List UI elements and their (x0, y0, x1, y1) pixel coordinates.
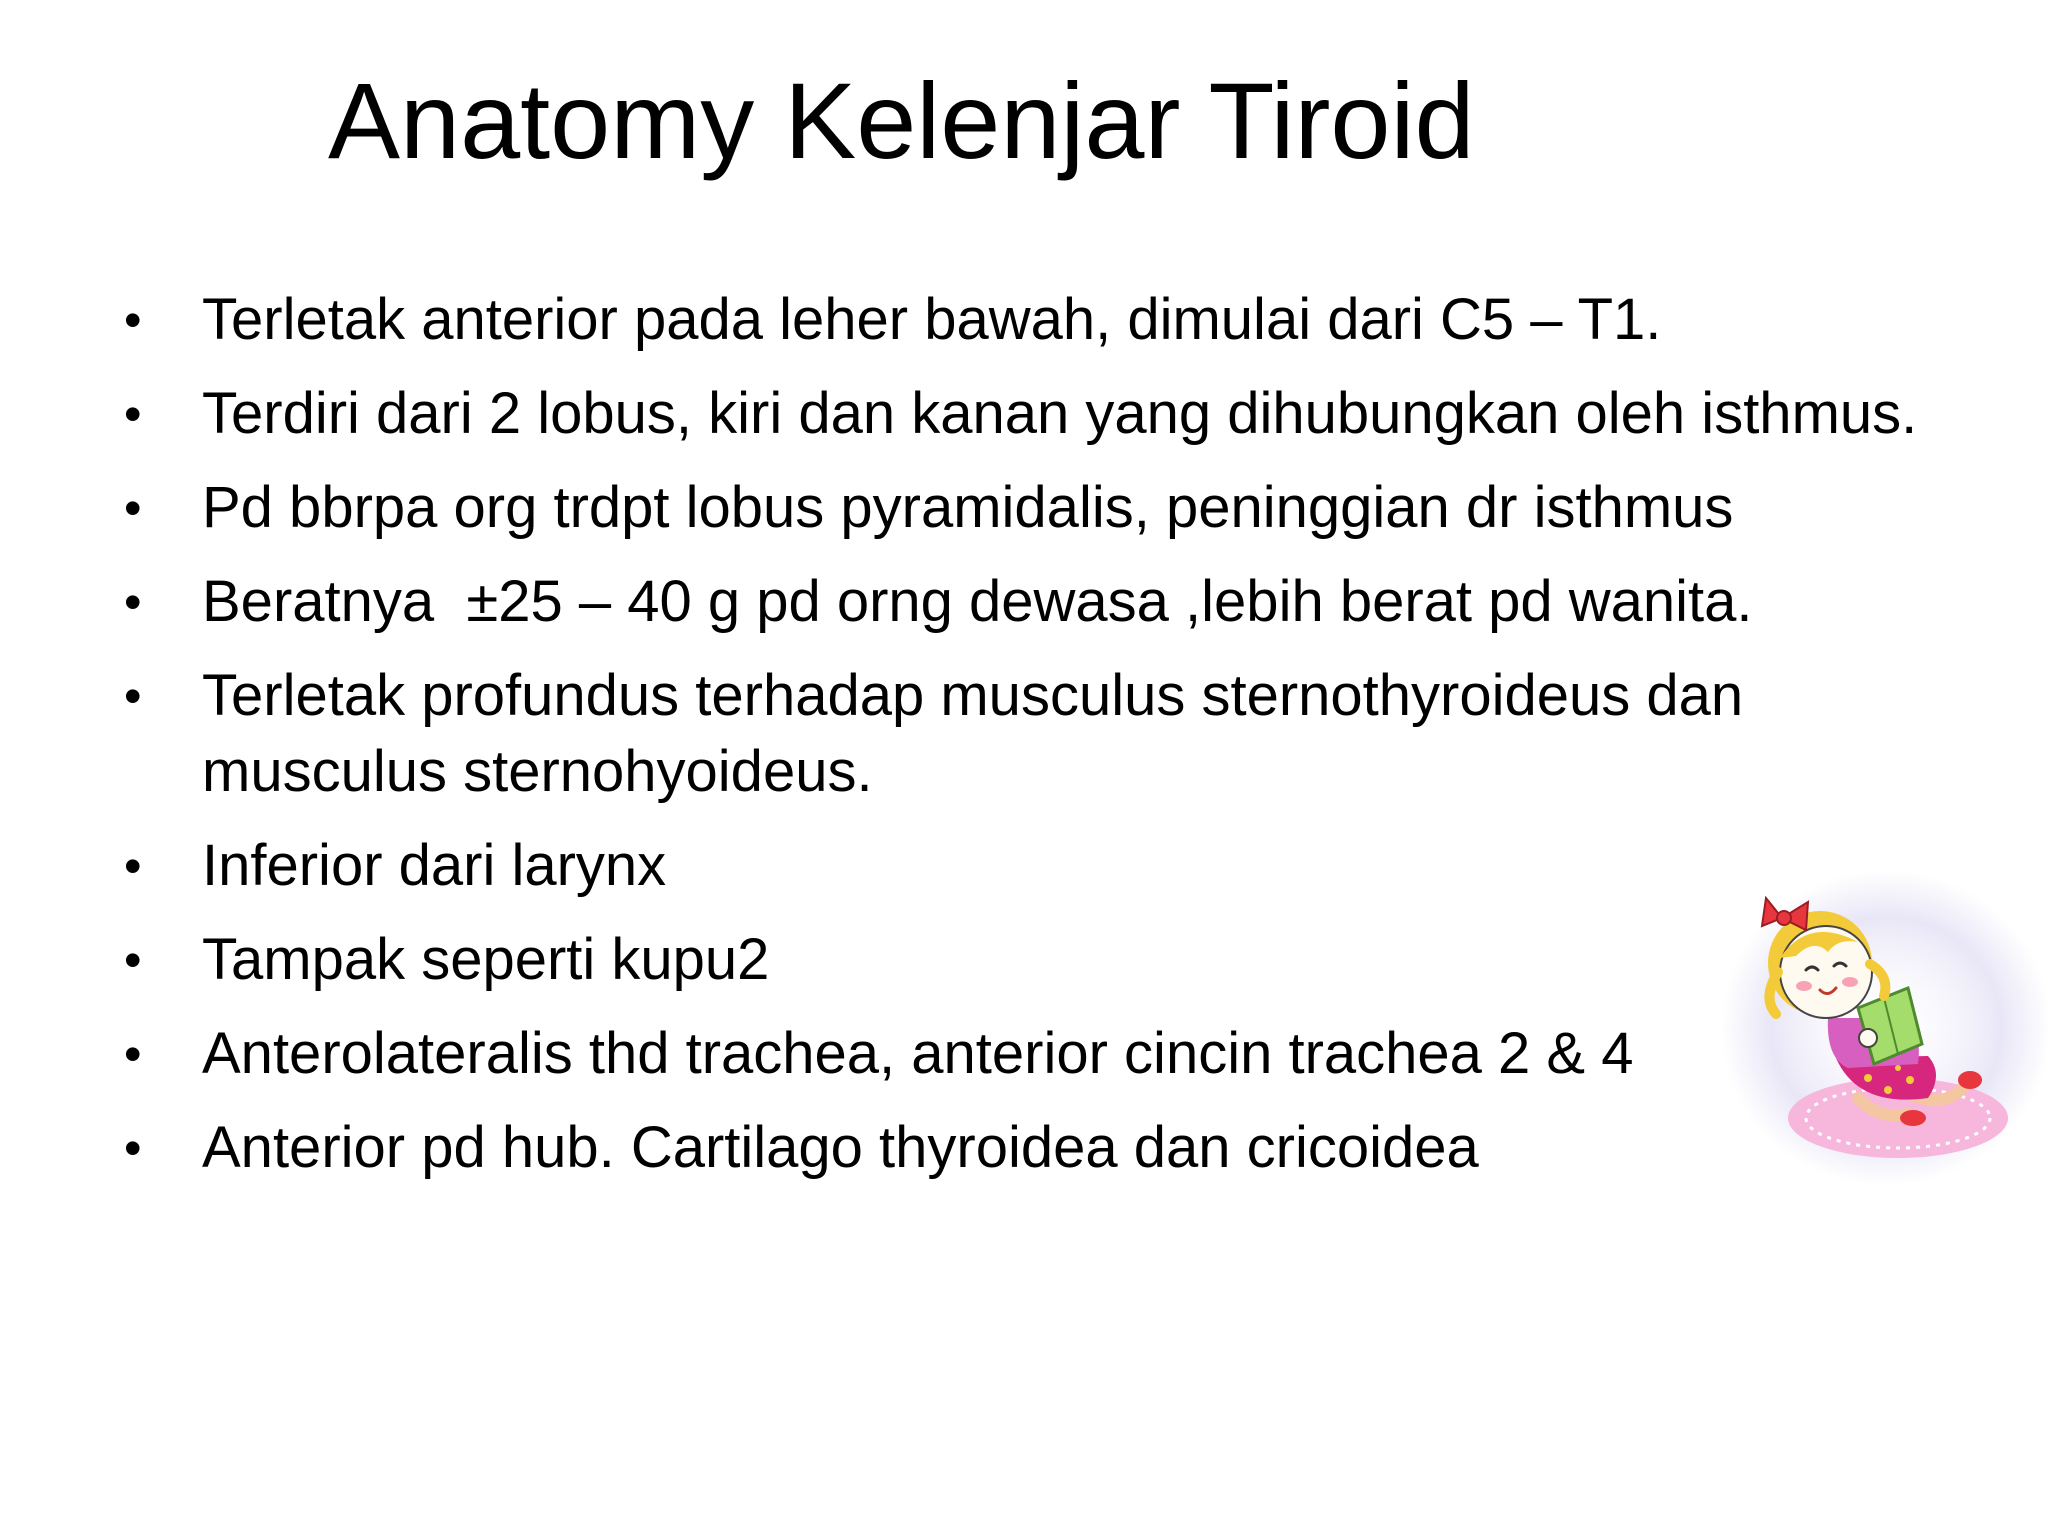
bullet-icon: • (124, 574, 142, 630)
bullet-text: Anterolateralis thd trachea, anterior cincin trachea 2 & 4 (202, 1021, 1634, 1086)
bullet-text: Terdiri dari 2 lobus, kiri dan kanan yang dihubungkan oleh isthmus. (202, 381, 1918, 446)
bullet-text: Pd bbrpa org trdpt lobus pyramidalis, peninggian dr isthmus (202, 475, 1734, 540)
bullet-text: Tampak seperti kupu2 (202, 927, 770, 992)
slide-title: Anatomy Kelenjar Tiroid (328, 60, 1475, 181)
bullet-text: Inferior dari larynx (202, 833, 667, 898)
bullet-text: Terletak anterior pada leher bawah, dimulai dari C5 – T1. (202, 287, 1662, 352)
bullet-icon: • (124, 292, 142, 348)
list-item (120, 376, 2000, 452)
bullet-text: Beratnya ±25 – 40 g pd orng dewasa ,lebih berat pd wanita. (202, 569, 1753, 634)
list-item (120, 282, 2000, 358)
list-item (120, 564, 2000, 640)
list-item (120, 470, 2000, 546)
bullet-icon: • (124, 668, 142, 724)
list-item (120, 658, 2000, 810)
bullet-icon: • (124, 1026, 142, 1082)
bullet-icon: • (124, 1120, 142, 1176)
bullet-icon: • (124, 386, 142, 442)
bullet-icon: • (124, 480, 142, 536)
bullet-text: Terletak profundus terhadap musculus sternothyroideus dan musculus sternohyoideus. (202, 663, 1744, 804)
bullet-icon: • (124, 932, 142, 988)
bullet-text: Anterior pd hub. Cartilago thyroidea dan cricoidea (202, 1115, 1479, 1180)
bullet-icon: • (124, 838, 142, 894)
girl-reading-book-icon (1708, 868, 2048, 1188)
